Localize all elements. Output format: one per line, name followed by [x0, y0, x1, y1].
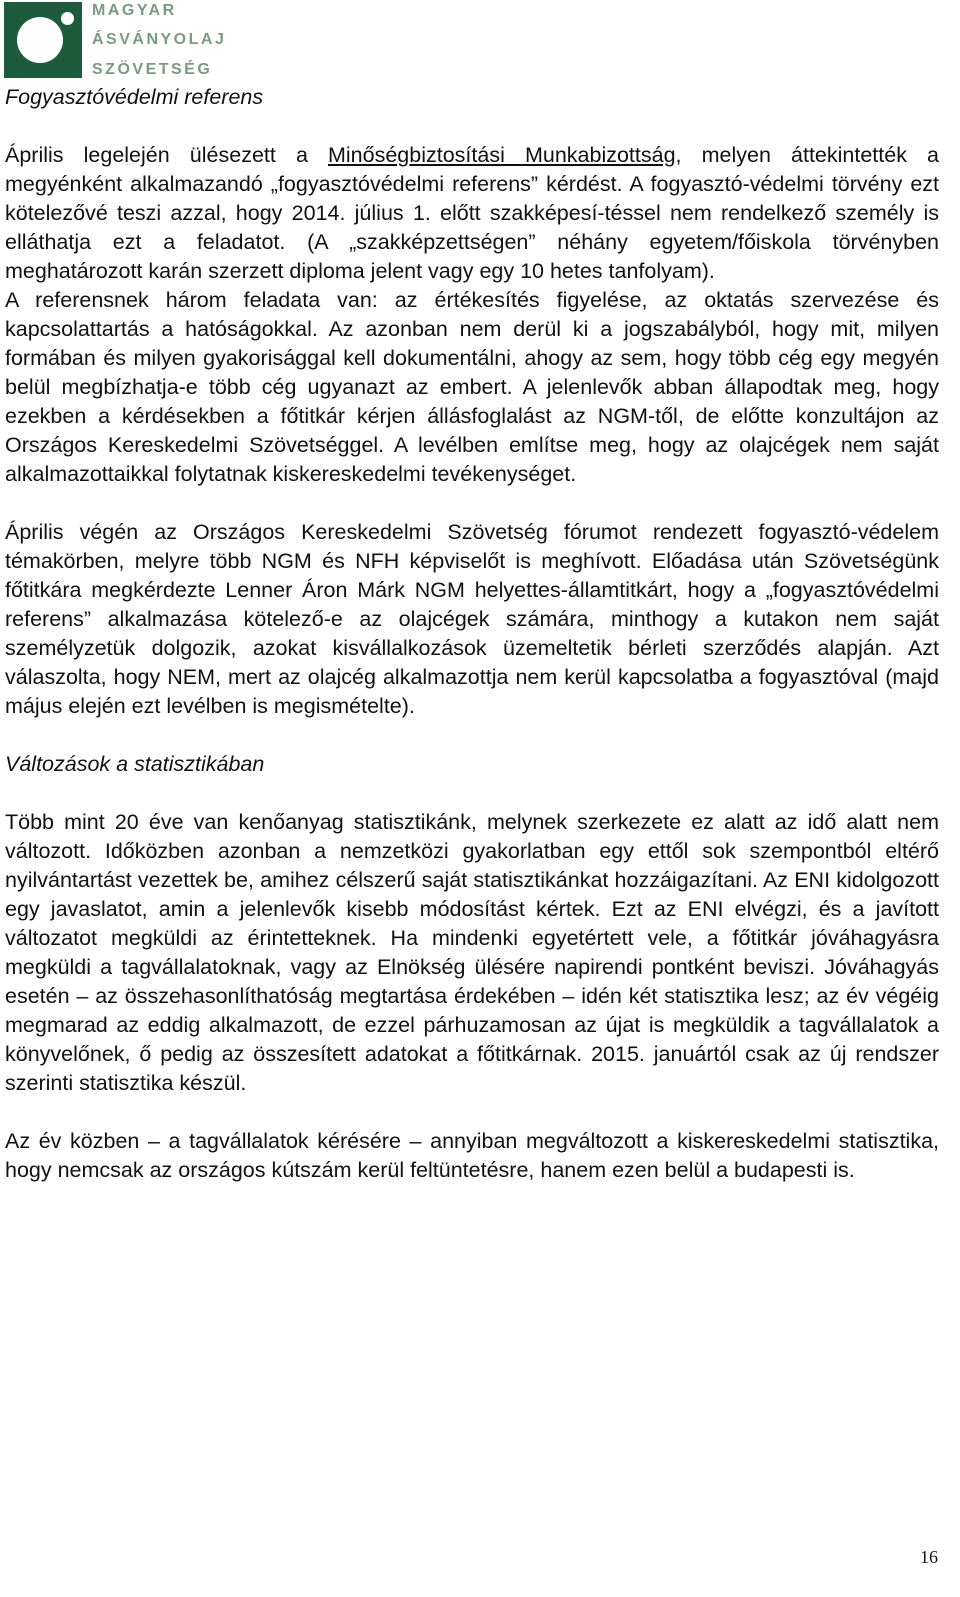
organization-logo	[4, 2, 254, 80]
section-heading-statistics: Változások a statisztikában	[5, 752, 265, 776]
logo-dot	[61, 12, 74, 25]
paragraph: Több mint 20 éve van kenőanyag statisztikánk, melynek szerkezete ez alatt az idő alatt nem változott. Időközben azonban a nemzetközi gyakorlatban egy ettől sok szempontból eltérő nyilvántartást vezettek be, amihez célszerű saját statisztikánkat hozzáigazítani. Az ENI kidolgozott egy javaslatot, amin a jelenlevők kisebb módosítást kértek. Ezt az ENI elvégzi, és a javított változatot megküldi az érintetteknek. Ha mindenki egyetértett vele, a főtitkár jóváhagyásra megküldi a tagvállalatoknak, vagy az Elnökség ülésére napirendi pontként beviszi. Jóváhagyás esetén – az összehasonlíthatóság megtartása érdekében – idén két statisztika lesz; az év végéig megmarad az eddig alkalmazott, de ezzel párhuzamosan az újat is megküldik a tagvállalatok a könyvelőnek, ő pedig az összesített adatokat a főtitkárnak. 2015. januártól csak az új rendszer szerinti statisztika készül.	[5, 810, 939, 1095]
logo-circle	[17, 17, 63, 63]
logo-text-line-1: MAGYAR	[92, 2, 177, 19]
logo-text-line-2: ÁSVÁNYOLAJ	[92, 31, 227, 48]
paragraph-text: , melyen áttekintették a megyénként alkalmazandó „fogyasztóvédelmi referens” kérdést. A fogyasztó-védelmi törvény ezt kötelezővé teszi azzal, hogy 2014. július 1. előtt szakképesí-téssel nem rendelkező személy is elláthatja ezt a feladatot. (A „szakképzettségen” néhány egyetem/főiskola törvényben meghatározott karán szerzett diploma jelent vagy egy 10 hetes tanfolyam).	[5, 143, 939, 283]
logo-text-line-3: SZÖVETSÉG	[92, 61, 213, 78]
page-number: 16	[920, 1547, 938, 1567]
paragraph: Április végén az Országos Kereskedelmi Szövetség fórumot rendezett fogyasztó-védelem témakörben, melyre több NGM és NFH képviselőt is meghívott. Előadása után Szövetségünk főtitkára megkérdezte Lenner Áron Márk NGM helyettes-államtitkárt, hogy a „fogyasztóvédelmi referens” alkalmazása kötelező-e az olajcégek számára, minthogy a kutakon nem saját személyzetük dolgozik, azokat kisvállalkozások üzemeltetik bérleti szerződés alapján. Azt válaszolta, hogy NEM, mert az olajcég alkalmazottja nem kerül kapcsolatba a fogyasztóval (majd május elején ezt levélben is megismételte).	[5, 520, 939, 718]
paragraph: A referensnek három feladata van: az értékesítés figyelése, az oktatás szervezése és kapcsolattartás a hatóságokkal. Az azonban nem derül ki a jogszabályból, hogy mit, milyen formában és milyen gyakorisággal kell dokumentálni, ahogy az sem, hogy több cég egy megyén belül megbízhatja-e több cég ugyanazt az embert. A jelenlevők abban állapodtak meg, hogy ezekben a kérdésekben a főtitkár kérjen állásfoglalást az NGM-től, de előtte konzultájon az Országos Kereskedelmi Szövetséggel. A levélben említse meg, hogy az olajcégek nem saját alkalmazottaikkal folytatnak kiskereskedelmi tevékenységet.	[5, 288, 939, 486]
document-body	[5, 83, 939, 1185]
paragraph: Az év közben – a tagvállalatok kérésére – annyiban megváltozott a kiskereskedelmi statisztika, hogy nemcsak az országos kútszám kerül feltüntetésre, hanem ezen belül a budapesti is.	[5, 1129, 939, 1182]
paragraph-text: Április legelején ülésezett a	[5, 143, 328, 167]
underlined-committee-name: Minőségbiztosítási Munkabizottság	[328, 143, 676, 167]
paragraph	[5, 141, 939, 286]
logo-mark-icon	[4, 2, 82, 78]
section-heading-consumer-referent: Fogyasztóvédelmi referens	[5, 85, 264, 109]
